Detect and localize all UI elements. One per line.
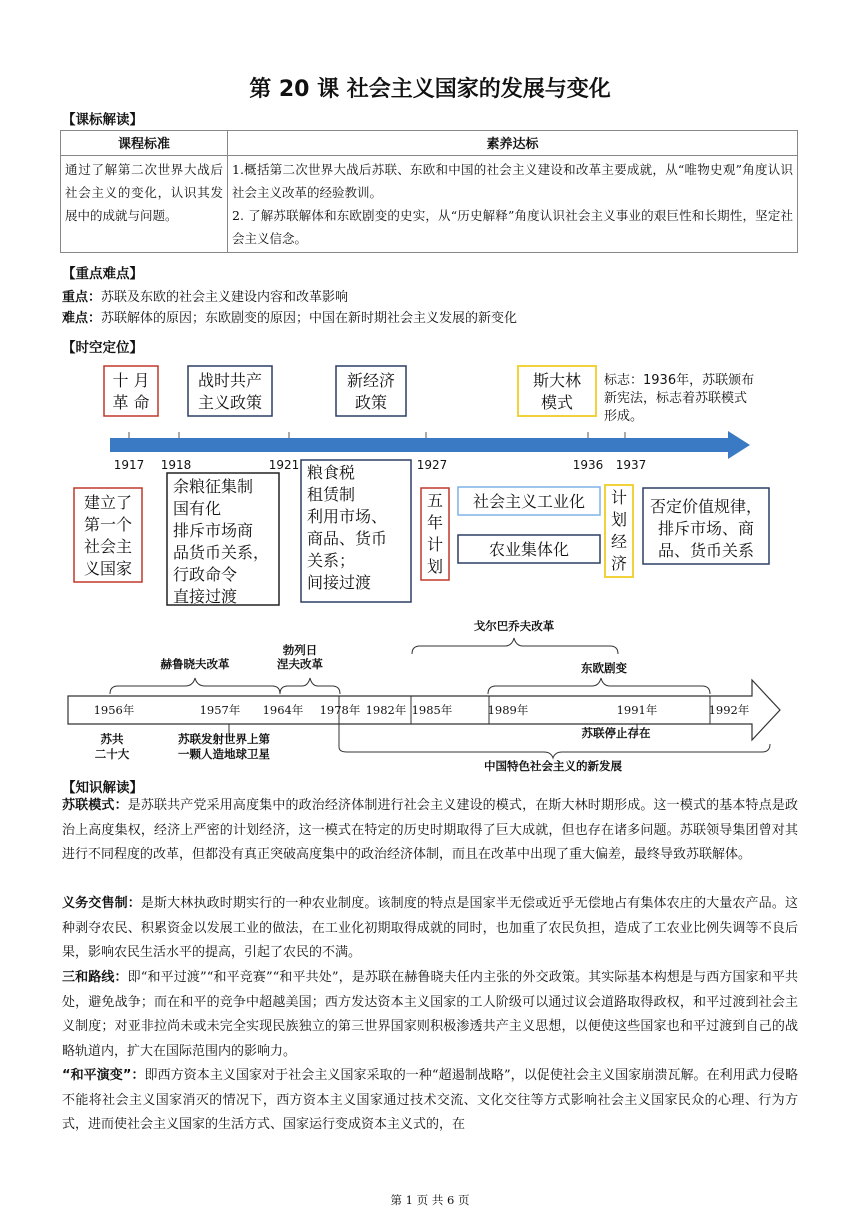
section-heading-kebiao: 【课标解读】 bbox=[62, 112, 143, 128]
brace-khrushchev bbox=[110, 678, 280, 694]
year-label: 1957年 bbox=[199, 703, 241, 717]
key-point-line bbox=[62, 286, 348, 305]
box-text: 年 bbox=[426, 513, 444, 532]
timeline-diagram-1 bbox=[0, 360, 860, 610]
knowledge-term: 三和路线： bbox=[62, 970, 128, 985]
knowledge-item bbox=[62, 892, 798, 966]
box-text: 建立了 bbox=[83, 493, 133, 512]
note-text: 形成。 bbox=[604, 409, 644, 424]
box-text: 国有化 bbox=[173, 499, 222, 518]
course-standard-cell: 通过了解第二次世界大战后社会主义的变化，认识其发展中的成就与问题。 bbox=[61, 156, 228, 253]
brace-label: 戈尔巴乔夫改革 bbox=[473, 619, 555, 633]
year-label: 1978年 bbox=[319, 703, 361, 717]
box-text: 社会主义工业化 bbox=[472, 492, 586, 511]
knowledge-text: 是苏联共产党采用高度集中的政治经济体制进行社会主义建设的模式，在斯大林时期形成。这一模式的基本特点是政治上高度集权，经济上严密的计划经济，这一模式在特定的历史时期取得了巨大成就，但也存在诸多问题。苏联领导集团曾对其进行不同程度的改革，但都没有真正突破高度集中的政治经济体制，而且在改革中出现了重大偏差，最终导致苏联解体。 bbox=[62, 798, 798, 862]
year-label: 1991年 bbox=[616, 703, 658, 717]
box-text: 间接过渡 bbox=[307, 573, 372, 592]
brace-brezhnev bbox=[280, 678, 340, 694]
year-label: 1964年 bbox=[262, 703, 304, 717]
knowledge-item bbox=[62, 1064, 798, 1138]
box-text: 革 命 bbox=[112, 393, 150, 412]
year-label: 1936 bbox=[572, 458, 604, 472]
box-text: 模式 bbox=[540, 393, 574, 412]
box-text: 否定价值规律， bbox=[649, 497, 763, 516]
event-label: 二十大 bbox=[94, 747, 130, 761]
event-label: 苏联发射世界上第 bbox=[178, 732, 270, 746]
section-heading-shikong: 【时空定位】 bbox=[62, 340, 143, 356]
box-text: 租赁制 bbox=[307, 485, 356, 504]
timeline-ticks bbox=[129, 432, 625, 438]
knowledge-item bbox=[62, 966, 798, 1064]
timeline-diagram-2 bbox=[0, 612, 860, 772]
year-label: 1917 bbox=[113, 458, 145, 472]
brace-label: 勃列日 bbox=[282, 643, 318, 657]
difficult-point-line bbox=[62, 307, 517, 326]
box-text: 农业集体化 bbox=[488, 540, 570, 559]
year-label: 1927 bbox=[416, 458, 448, 472]
box-text: 粮食税 bbox=[307, 463, 356, 482]
page-title: 第 20 课 社会主义国家的发展与变化 bbox=[249, 77, 611, 102]
brace-gorbachev bbox=[412, 638, 618, 654]
box-text: 经 bbox=[610, 532, 628, 551]
event-label: 中国特色社会主义的新发展 bbox=[484, 759, 622, 772]
box-text: 利用市场、 bbox=[307, 507, 388, 526]
box-text: 政策 bbox=[354, 393, 388, 412]
event-label: 苏联停止存在 bbox=[581, 726, 651, 740]
knowledge-text: 即西方资本主义国家对于社会主义国家采取的一种“超遏制战略”，以促使社会主义国家崩溃瓦解。在利用武力侵略不能将社会主义国家消灭的情况下，西方资本主义国家通过技术交流、文化交往等方式影响社会主义国家民众的心理、行为方式，进而使社会主义国家的生活方式、国家运行变成资本主义式的，在 bbox=[62, 1068, 798, 1132]
event-label: 苏共 bbox=[100, 732, 124, 746]
year-label: 1956年 bbox=[93, 703, 135, 717]
year-label: 1982年 bbox=[365, 703, 407, 717]
knowledge-term: 苏联模式： bbox=[62, 798, 128, 813]
year-label: 1937 bbox=[615, 458, 647, 472]
box-text: 计 bbox=[610, 488, 628, 507]
knowledge-term: 义务交售制： bbox=[62, 896, 141, 911]
box-text: 战时共产 bbox=[197, 371, 263, 390]
brace-east-europe bbox=[488, 678, 710, 694]
box-text: 新经济 bbox=[346, 371, 396, 390]
difficult-point-label: 难点： bbox=[62, 311, 102, 326]
box-text: 行政命令 bbox=[173, 565, 238, 584]
box-text: 余粮征集制 bbox=[173, 477, 254, 496]
timeline-arrow-head bbox=[728, 431, 750, 459]
brace-label: 东欧剧变 bbox=[581, 661, 627, 675]
knowledge-text: 是斯大林执政时期实行的一种农业制度。该制度的特点是国家半无偿或近乎无偿地占有集体农庄的大量农产品。这种剥夺农民、积累资金以发展工业的做法，在工业化初期取得成就的同时，也加重了农民负担，造成了工农业比例失调等不良后果，影响农民生活水平的提高，引起了农民的不满。 bbox=[62, 896, 798, 960]
knowledge-term: “和平演变”： bbox=[62, 1068, 145, 1083]
box-text: 品、货币关系 bbox=[657, 541, 755, 560]
note-text: 新宪法，标志着苏联模式 bbox=[604, 391, 748, 406]
literacy-item: 2. 了解苏联解体和东欧剧变的史实，从“历史解释”角度认识社会主义事业的艰巨性和长期性，坚定社会主义信念。 bbox=[232, 208, 793, 246]
knowledge-item bbox=[62, 794, 798, 868]
brace-label: 涅夫改革 bbox=[277, 657, 323, 671]
box-text: 第一个 bbox=[83, 515, 133, 534]
year-label: 1918 bbox=[160, 458, 192, 472]
literacy-cell bbox=[228, 156, 798, 253]
section-heading-zhongdian: 【重点难点】 bbox=[62, 266, 143, 282]
year-label: 1921 bbox=[268, 458, 300, 472]
box-text: 划 bbox=[610, 510, 628, 529]
box-text: 排斥市场、商 bbox=[657, 519, 755, 538]
note-text: 标志：1936年，苏联颁布 bbox=[604, 373, 755, 388]
brace-china-development bbox=[339, 744, 770, 758]
box-text: 商品、货币 bbox=[307, 529, 388, 548]
literacy-item: 1.概括第二次世界大战后苏联、东欧和中国的社会主义建设和改革主要成就，从“唯物史观”角度认识社会主义改革的经验教训。 bbox=[232, 162, 793, 200]
box-text: 关系； bbox=[307, 551, 356, 570]
key-point-label: 重点： bbox=[62, 290, 102, 305]
box-text: 五 bbox=[426, 491, 444, 510]
standards-table bbox=[60, 130, 798, 253]
box-text: 斯大林 bbox=[532, 371, 582, 390]
timeline-arrow-body bbox=[110, 438, 730, 452]
box-text: 社会主 bbox=[83, 537, 133, 556]
year-label: 1989年 bbox=[487, 703, 529, 717]
brace-label: 赫鲁晓夫改革 bbox=[160, 657, 230, 671]
year-label: 1985年 bbox=[411, 703, 453, 717]
box-text: 品货币关系， bbox=[173, 543, 270, 562]
page-footer: 第 1 页 共 6 页 bbox=[390, 1193, 470, 1207]
event-label: 一颗人造地球卫星 bbox=[178, 747, 270, 761]
box-text: 直接过渡 bbox=[173, 587, 238, 606]
box-text: 义国家 bbox=[83, 559, 133, 578]
key-point-text: 苏联及东欧的社会主义建设内容和改革影响 bbox=[101, 290, 349, 305]
box-text: 十 月 bbox=[112, 371, 150, 390]
box-text: 划 bbox=[426, 557, 444, 576]
section-heading-zhishi: 【知识解读】 bbox=[62, 780, 143, 796]
year-label: 1992年 bbox=[708, 703, 750, 717]
box-text: 济 bbox=[610, 554, 628, 573]
box-text: 排斥市场商 bbox=[173, 521, 254, 540]
box-text: 计 bbox=[426, 535, 444, 554]
difficult-point-text: 苏联解体的原因；东欧剧变的原因；中国在新时期社会主义发展的新变化 bbox=[101, 311, 518, 326]
table-header-literacy: 素养达标 bbox=[228, 131, 798, 156]
box-text: 主义政策 bbox=[197, 393, 263, 412]
knowledge-text: 即“和平过渡”“和平竞赛”“和平共处”，是苏联在赫鲁晓夫任内主张的外交政策。其实际基本构想是与西方国家和平共处，避免战争；而在和平的竞争中超越美国；西方发达资本主义国家的工人阶级可以通过议会道路取得政权，和平过渡到社会主义制度；对亚非拉尚未或未完全实现民族独立的第三世界国家则积极渗透共产主义思想，以便使这些国家也和平过渡到自己的战略轨道内，扩大在国际范围内的影响力。 bbox=[62, 970, 798, 1059]
table-header-course: 课程标准 bbox=[61, 131, 228, 156]
